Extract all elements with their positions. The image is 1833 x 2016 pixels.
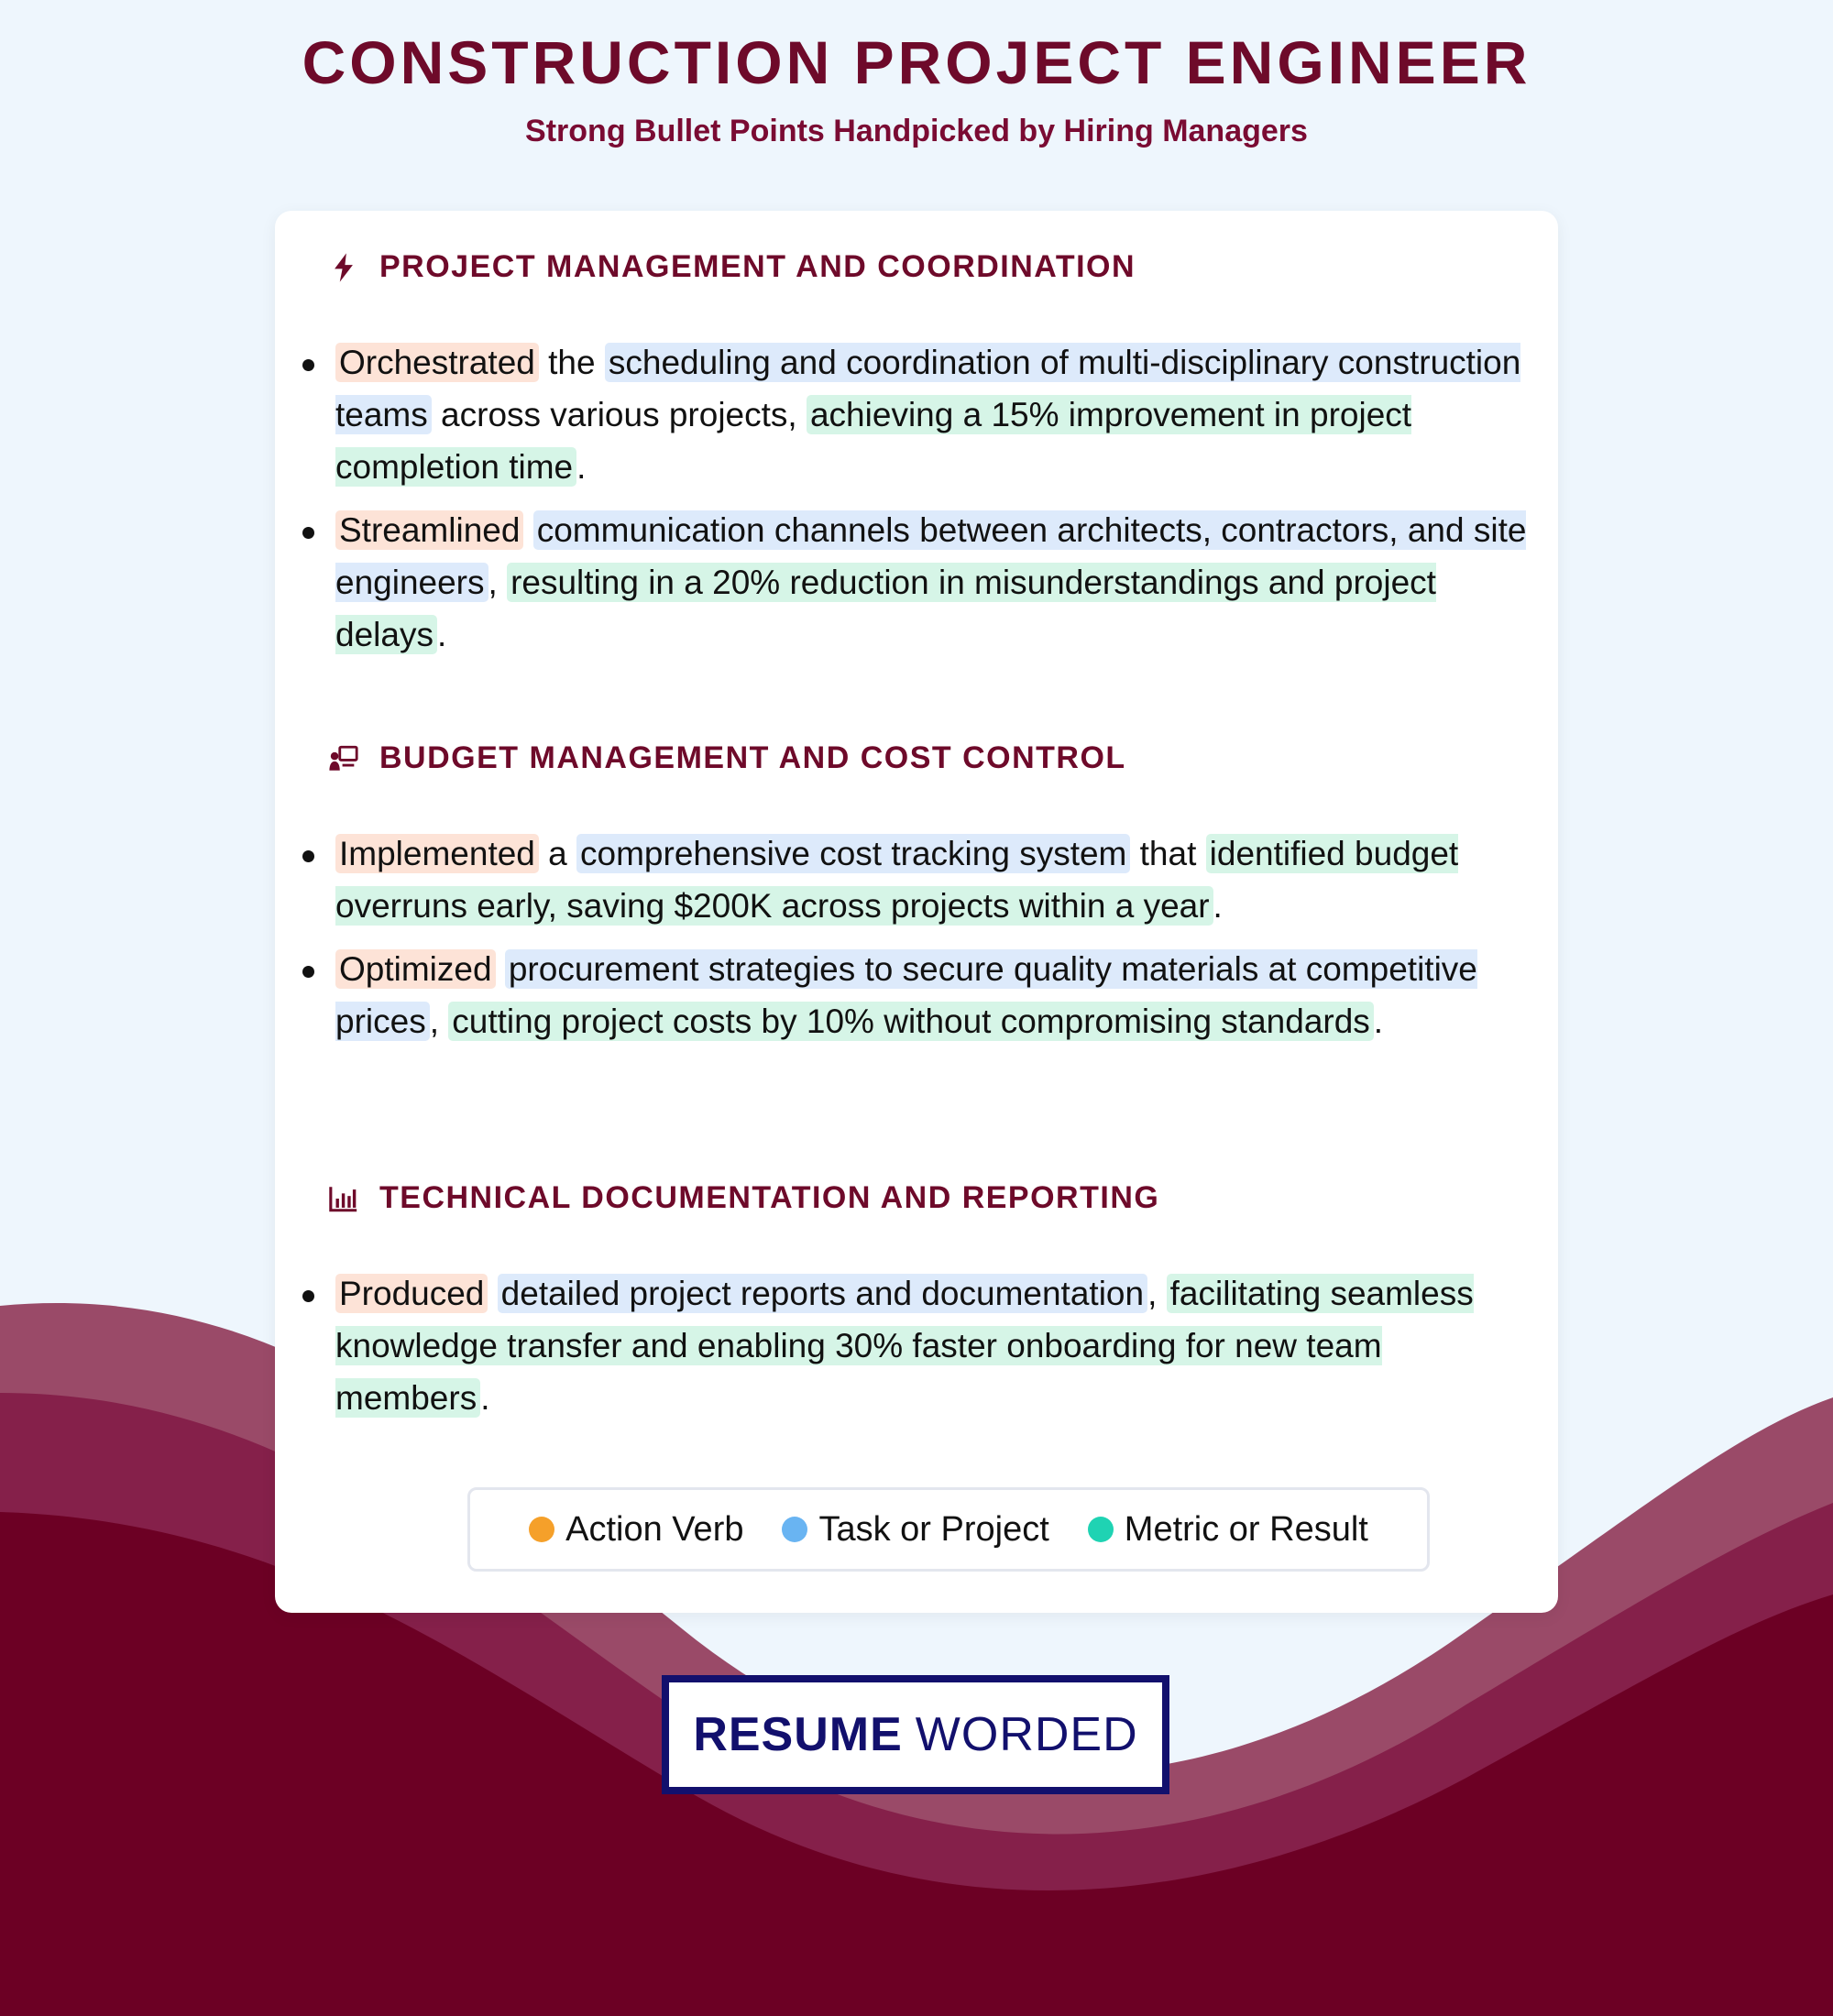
bullet-text (488, 1275, 497, 1312)
legend-item-metric-or-result (1088, 1510, 1368, 1550)
legend-item-task-or-project (782, 1510, 1048, 1550)
section-title: BUDGET MANAGEMENT AND COST CONTROL (379, 740, 1126, 775)
task-highlight: scheduling and coordination of multi-disciplinary construction teams (335, 344, 1521, 433)
bullet-text: . (576, 448, 587, 486)
logo-bold-text: RESUME (693, 1708, 903, 1761)
section-budget-management (275, 740, 1558, 1058)
highlight-legend (467, 1487, 1430, 1572)
bullet-text: . (480, 1379, 490, 1417)
task-highlight: procurement strategies to secure quality materials at competitive prices (335, 950, 1477, 1040)
metric-highlight: resulting in a 20% reduction in misunderstandings and project delays (335, 564, 1436, 653)
legend-dot-teal (1088, 1517, 1114, 1542)
action-verb-highlight: Optimized (335, 949, 496, 989)
lightning-icon (328, 252, 359, 283)
action-verb-highlight: Implemented (335, 834, 539, 873)
bullet-card (275, 211, 1558, 1613)
action-verb-highlight: Produced (335, 1274, 488, 1313)
bullet-text: that (1130, 835, 1206, 872)
section-heading (328, 249, 1558, 285)
section-title: PROJECT MANAGEMENT AND COORDINATION (379, 249, 1136, 284)
page-header (0, 27, 1833, 149)
bullet-item (275, 504, 1558, 661)
action-verb-highlight: Streamlined (335, 510, 523, 550)
task-highlight: detailed project reports and documentation (498, 1274, 1147, 1313)
task-highlight: comprehensive cost tracking system (576, 834, 1130, 873)
action-verb-highlight: Orchestrated (335, 343, 539, 382)
metric-highlight: cutting project costs by 10% without compromising standards (448, 1002, 1374, 1041)
legend-dot-orange (529, 1517, 554, 1542)
legend-label: Task or Project (818, 1509, 1049, 1549)
task-highlight: communication channels between architects, contractors, and site engineers (335, 511, 1527, 601)
bullet-text: . (1213, 887, 1223, 925)
bullet-list (275, 827, 1558, 1047)
metric-highlight: identified budget overruns early, saving $200K across projects within a year (335, 835, 1459, 925)
bullet-text (496, 950, 505, 988)
presentation-icon (328, 743, 359, 774)
section-heading (328, 1180, 1558, 1216)
bullet-item (275, 336, 1558, 493)
legend-label: Metric or Result (1124, 1509, 1368, 1549)
bullet-text: . (1373, 1003, 1384, 1040)
section-project-management (275, 249, 1558, 672)
page-subtitle: Strong Bullet Points Handpicked by Hiring Managers (525, 114, 1308, 148)
metric-highlight: achieving a 15% improvement in project completion time (335, 396, 1412, 486)
legend-item-action-verb (529, 1510, 743, 1550)
metric-highlight: facilitating seamless knowledge transfer and enabling 30% faster onboarding for new team members (335, 1275, 1474, 1417)
bullet-text: , (1147, 1275, 1167, 1312)
bullet-text: a (538, 835, 577, 872)
legend-dot-blue (782, 1517, 807, 1542)
bullet-item (275, 943, 1558, 1047)
bar-chart-icon (328, 1183, 359, 1214)
bullet-text (523, 511, 532, 549)
bullet-item (275, 827, 1558, 932)
bullet-text: , (429, 1003, 449, 1040)
section-technical-documentation (275, 1180, 1558, 1435)
page-title: CONSTRUCTION PROJECT ENGINEER (302, 28, 1531, 96)
logo-light-text: WORDED (915, 1708, 1138, 1761)
bullet-list (275, 1267, 1558, 1424)
resume-worded-logo (662, 1675, 1169, 1794)
section-title: TECHNICAL DOCUMENTATION AND REPORTING (379, 1180, 1160, 1215)
bullet-text: the (538, 344, 605, 381)
section-heading (328, 740, 1558, 776)
bullet-list (275, 336, 1558, 661)
bullet-item (275, 1267, 1558, 1424)
legend-label: Action Verb (565, 1509, 744, 1549)
bullet-text: . (436, 616, 447, 653)
bullet-text: , (488, 564, 508, 601)
bullet-text: across various projects, (431, 396, 807, 433)
